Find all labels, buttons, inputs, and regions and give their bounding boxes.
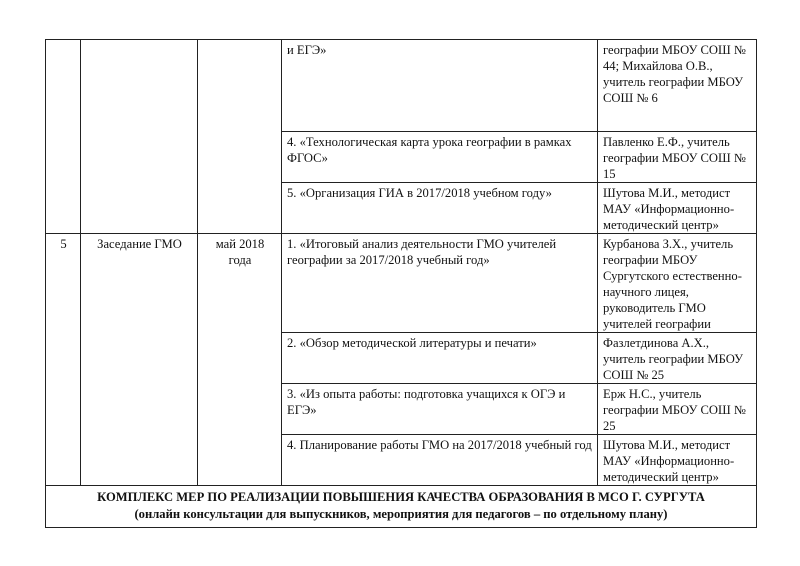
speaker-cell: географии МБОУ СОШ № 44; Михайлова О.В., учитель географии МБОУ СОШ № 6: [598, 40, 757, 132]
speaker-cell: Шутова М.И., методист МАУ «Информационно-методический центр»: [598, 183, 757, 234]
speaker-cell: Шутова М.И., методист МАУ «Информационно-методический центр»: [598, 435, 757, 486]
topic-cell: 2. «Обзор методической литературы и печати»: [282, 333, 598, 384]
speaker-cell: Ерж Н.С., учитель географии МБОУ СОШ № 25: [598, 384, 757, 435]
date-cell: май 2018 года: [198, 234, 282, 486]
event-cell: [81, 40, 198, 234]
topic-cell: 4. «Технологическая карта урока географии в рамках ФГОС»: [282, 132, 598, 183]
section-subtitle: (онлайн консультации для выпускников, мероприятия для педагогов – по отдельному плану): [134, 507, 668, 521]
table-row: [46, 234, 757, 333]
speaker-cell: Курбанова З.Х., учитель географии МБОУ Сургутского естественно-научного лицея, руководитель ГМО учителей географии: [598, 234, 757, 333]
section-title: КОМПЛЕКС МЕР ПО РЕАЛИЗАЦИИ ПОВЫШЕНИЯ КАЧЕСТВА ОБРАЗОВАНИЯ В МСО Г. СУРГУТА: [97, 490, 705, 504]
speaker-cell: Фазлетдинова А.Х., учитель географии МБОУ СОШ № 25: [598, 333, 757, 384]
topic-cell: 4. Планирование работы ГМО на 2017/2018 учебный год: [282, 435, 598, 486]
topic-cell: 3. «Из опыта работы: подготовка учащихся к ОГЭ и ЕГЭ»: [282, 384, 598, 435]
date-cell: [198, 40, 282, 234]
speaker-cell: Павленко Е.Ф., учитель географии МБОУ СОШ № 15: [598, 132, 757, 183]
event-cell: Заседание ГМО: [81, 234, 198, 486]
number-cell: [46, 40, 81, 234]
topic-cell: 1. «Итоговый анализ деятельности ГМО учителей географии за 2017/2018 учебный год»: [282, 234, 598, 333]
section-heading-cell: [46, 486, 757, 528]
topic-cell: 5. «Организация ГИА в 2017/2018 учебном году»: [282, 183, 598, 234]
number-cell: 5: [46, 234, 81, 486]
table-row: [46, 40, 757, 132]
topic-cell: и ЕГЭ»: [282, 40, 598, 132]
plan-table: [45, 39, 757, 528]
section-row: [46, 486, 757, 528]
